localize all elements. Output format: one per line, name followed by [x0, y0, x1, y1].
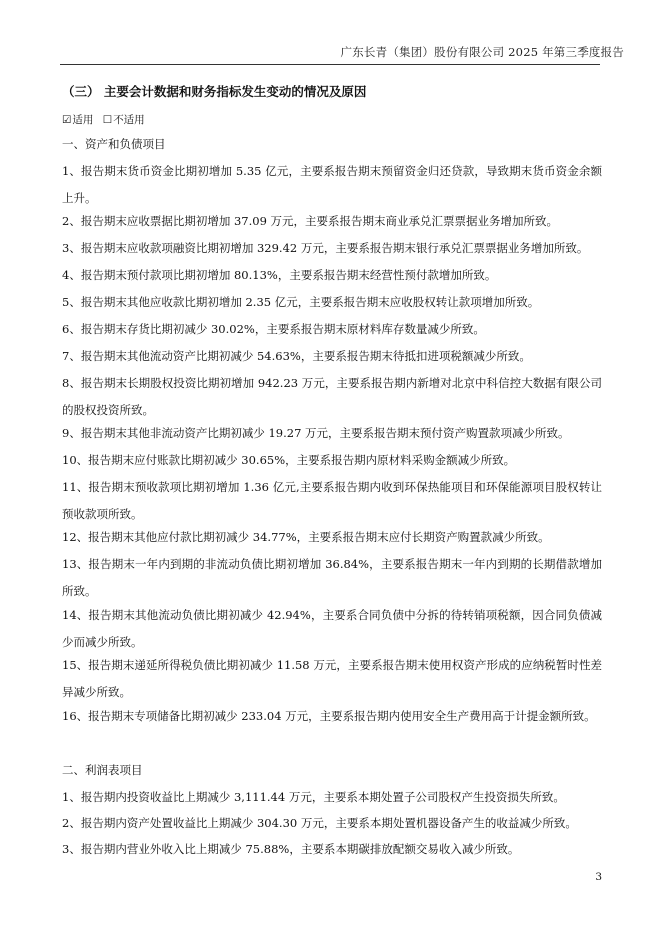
section-title: （三） 主要会计数据和财务指标发生变动的情况及原因 [62, 84, 367, 99]
income-item-1: 1、报告期内投资收益比上期减少 3,111.44 万元，主要系本期处置子公司股权产生投资损失所致。 [62, 790, 565, 804]
balance-item-13: 13、报告期末一年内到期的非流动负债比期初增加 36.84%，主要系报告期末一年内到期的长期借款增加所致。 [62, 557, 602, 598]
balance-item-2: 2、报告期末应收票据比期初增加 37.09 万元，主要系报告期末商业承兑汇票票据业务增加所致。 [62, 214, 559, 228]
applicability-options [62, 112, 145, 127]
balance-item-9: 9、报告期末其他非流动资产比期初减少 19.27 万元，主要系报告期末预付资产购置款项减少所致。 [62, 426, 570, 440]
income-item-2: 2、报告期内资产处置收益比上期减少 304.30 万元，主要系本期处置机器设备产生的收益减少所致。 [62, 816, 577, 830]
balance-item-1: 1、报告期末货币资金比期初增加 5.35 亿元，主要系报告期末预留资金归还贷款，导致期末货币资金余额上升。 [62, 164, 602, 205]
balance-item-12: 12、报告期末其他应付款比期初减少 34.77%，主要系报告期末应付长期资产购置款减少所致。 [62, 530, 550, 544]
balance-item-6: 6、报告期末存货比期初减少 30.02%，主要系报告期末原材料库存数量减少所致。 [62, 322, 485, 336]
balance-item-10: 10、报告期末应付账款比期初减少 30.65%，主要系报告期内原材料采购金额减少所致。 [62, 453, 516, 467]
balance-item-15: 15、报告期末递延所得税负债比期初减少 11.58 万元，主要系报告期末使用权资产形成的应纳税暂时性差异减少所致。 [62, 658, 602, 699]
applicable-label: 适用 [72, 114, 94, 126]
balance-sheet-heading: 一、资产和负债项目 [62, 137, 166, 151]
balance-item-4: 4、报告期末预付款项比期初增加 80.13%，主要系报告期末经营性预付款增加所致。 [62, 268, 497, 282]
balance-item-16: 16、报告期末专项储备比期初减少 233.04 万元，主要系报告期内使用安全生产费用高于计提金额所致。 [62, 709, 596, 723]
checked-box-icon: ☑ [62, 114, 72, 126]
balance-item-3: 3、报告期末应收款项融资比期初增加 329.42 万元，主要系报告期末银行承兑汇票票据业务增加所致。 [62, 241, 589, 255]
unchecked-box-icon: ☐ [102, 114, 113, 126]
header-divider [60, 64, 600, 65]
balance-item-11: 11、报告期末预收款项比期初增加 1.36 亿元,主要系报告期内收到环保热能项目和环保能源项目股权转让预收款项所致。 [62, 480, 602, 521]
page-number: 3 [595, 871, 602, 883]
balance-item-7: 7、报告期末其他流动资产比期初减少 54.63%，主要系报告期末待抵扣进项税额减少所致。 [62, 349, 531, 363]
balance-item-5: 5、报告期末其他应收款比期初增加 2.35 亿元，主要系报告期末应收股权转让款项增加所致。 [62, 295, 540, 309]
balance-item-8: 8、报告期末长期股权投资比期初增加 942.23 万元，主要系报告期内新增对北京中科信控大数据有限公司的股权投资所致。 [62, 376, 602, 417]
balance-item-14: 14、报告期末其他流动负债比期初减少 42.94%，主要系合同负债中分拆的待转销项税额，因合同负债减少而减少所致。 [62, 608, 602, 649]
income-statement-heading: 二、利润表项目 [62, 763, 143, 777]
income-item-3: 3、报告期内营业外收入比上期减少 75.88%，主要系本期碳排放配额交易收入减少所致。 [62, 842, 520, 856]
not-applicable-label: 不适用 [113, 114, 145, 126]
report-header-title: 广东长青（集团）股份有限公司 2025 年第三季度报告 [340, 45, 624, 59]
